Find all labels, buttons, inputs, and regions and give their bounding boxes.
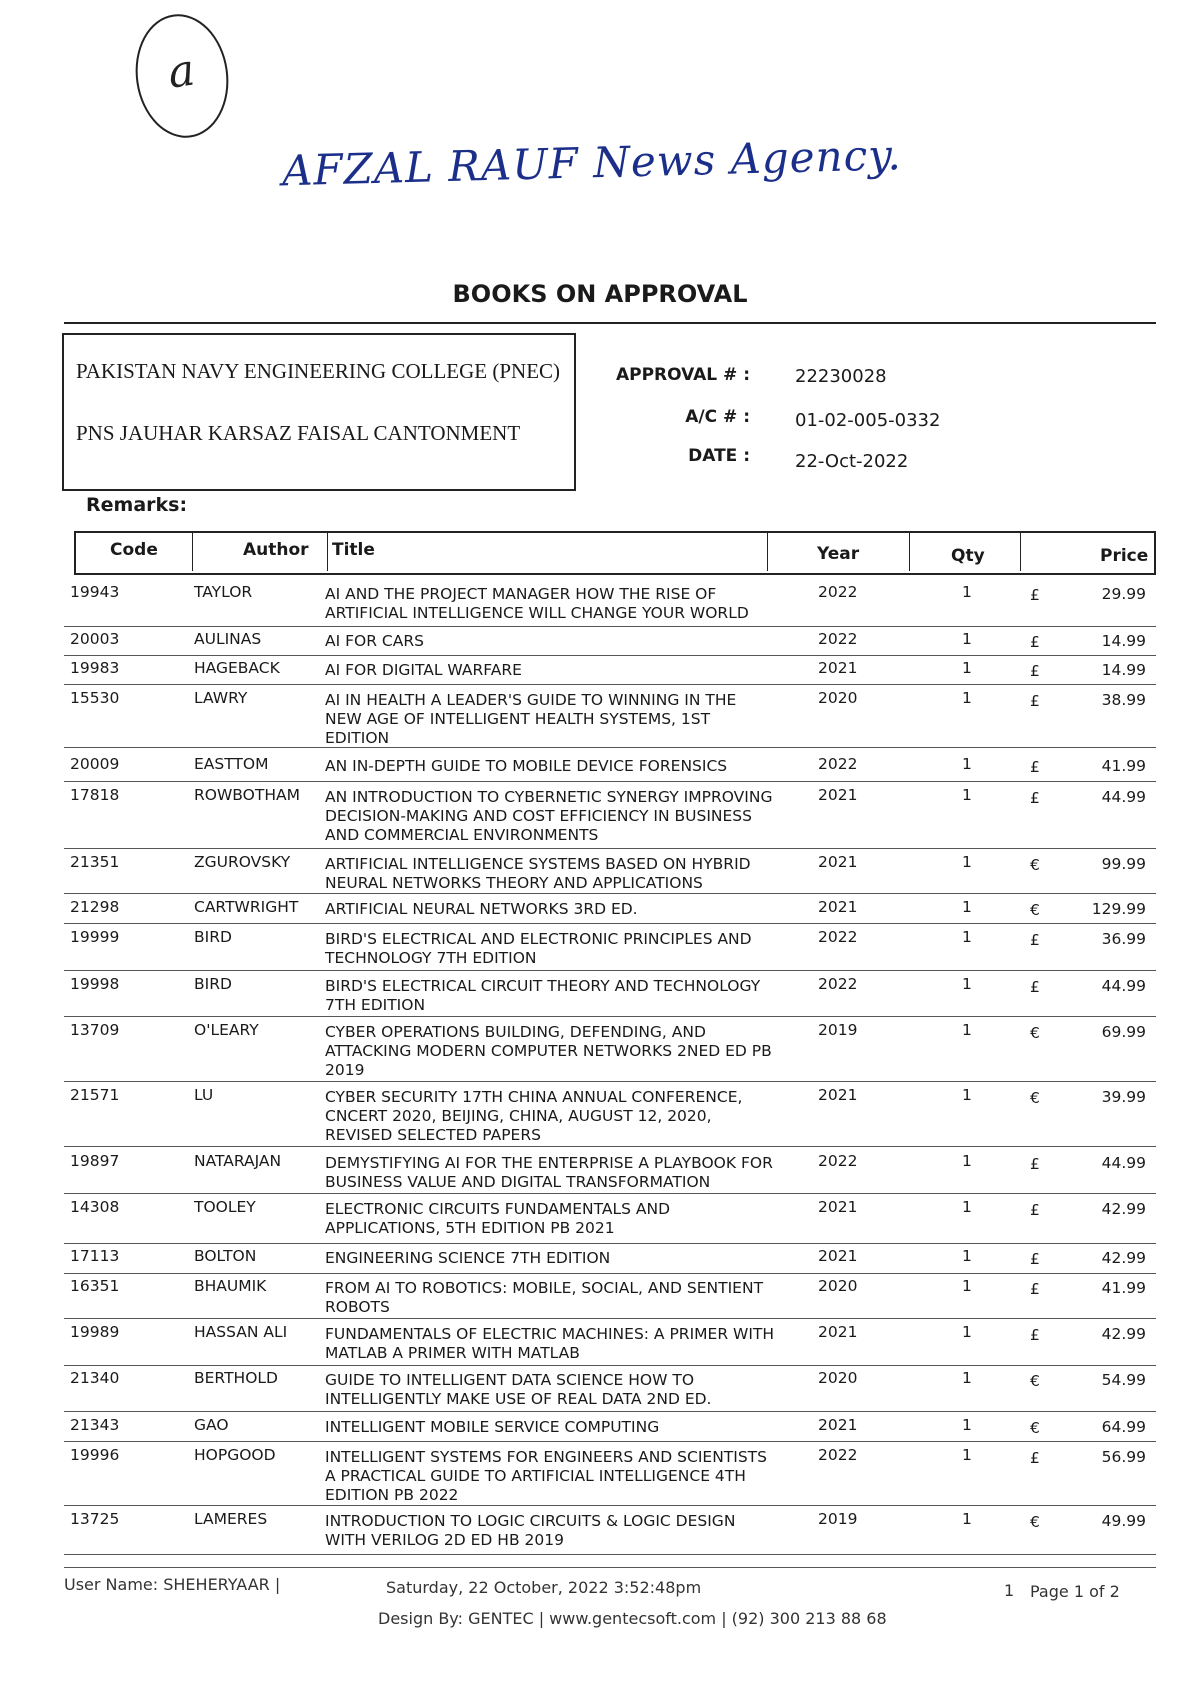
footer-design-credit: Design By: GENTEC | www.gentecsoft.com | (92) 300 213 88 68 xyxy=(378,1609,887,1628)
row-currency: £ xyxy=(1030,586,1040,604)
row-currency: € xyxy=(1030,1513,1040,1531)
row-year: 2019 xyxy=(818,1021,858,1039)
row-code: 15530 xyxy=(70,689,120,707)
row-author: BOLTON xyxy=(194,1247,257,1265)
row-author: LAWRY xyxy=(194,689,248,707)
column-header-code: Code xyxy=(110,540,158,560)
row-code: 13709 xyxy=(70,1021,120,1039)
row-year: 2021 xyxy=(818,898,858,916)
row-price: 69.99 xyxy=(1101,1023,1146,1041)
row-price: 44.99 xyxy=(1101,977,1146,995)
row-currency: £ xyxy=(1030,789,1040,807)
row-title: BIRD'S ELECTRICAL CIRCUIT THEORY AND TECHNOLOGY 7TH EDITION xyxy=(325,977,761,1014)
row-currency: € xyxy=(1030,901,1040,919)
row-year: 2021 xyxy=(818,1416,858,1434)
row-code: 19983 xyxy=(70,659,120,677)
row-divider xyxy=(64,684,1156,685)
row-price: 44.99 xyxy=(1101,1154,1146,1172)
row-price: 129.99 xyxy=(1091,900,1146,918)
row-qty: 1 xyxy=(962,1416,972,1434)
row-qty: 1 xyxy=(962,786,972,804)
row-currency: £ xyxy=(1030,1326,1040,1344)
row-divider xyxy=(64,781,1156,782)
row-currency: £ xyxy=(1030,931,1040,949)
row-code: 19989 xyxy=(70,1323,120,1341)
row-title: AN INTRODUCTION TO CYBERNETIC SYNERGY IMPROVING DECISION-MAKING AND COST EFFICIENCY IN BUSINESS AND COMMERCIAL ENVIRONMENTS xyxy=(325,788,773,844)
row-year: 2021 xyxy=(818,1247,858,1265)
row-qty: 1 xyxy=(962,1277,972,1295)
row-currency: £ xyxy=(1030,1201,1040,1219)
row-author: LAMERES xyxy=(194,1510,268,1528)
column-header-year: Year xyxy=(817,544,860,564)
row-author: NATARAJAN xyxy=(194,1152,282,1170)
row-year: 2020 xyxy=(818,689,858,707)
row-divider xyxy=(64,1193,1156,1194)
row-code: 19996 xyxy=(70,1446,120,1464)
row-author: O'LEARY xyxy=(194,1021,259,1039)
row-code: 20003 xyxy=(70,630,120,648)
row-price: 64.99 xyxy=(1101,1418,1146,1436)
row-currency: € xyxy=(1030,1372,1040,1390)
row-qty: 1 xyxy=(962,928,972,946)
row-price: 42.99 xyxy=(1101,1200,1146,1218)
row-year: 2021 xyxy=(818,1323,858,1341)
row-price: 36.99 xyxy=(1101,930,1146,948)
footer-user: User Name: SHEHERYAAR | xyxy=(64,1575,281,1594)
row-currency: £ xyxy=(1030,1449,1040,1467)
row-title: ELECTRONIC CIRCUITS FUNDAMENTALS AND APPLICATIONS, 5TH EDITION PB 2021 xyxy=(325,1200,671,1237)
row-divider xyxy=(64,1365,1156,1366)
row-year: 2022 xyxy=(818,928,858,946)
row-year: 2022 xyxy=(818,1152,858,1170)
row-year: 2020 xyxy=(818,1369,858,1387)
row-year: 2022 xyxy=(818,1446,858,1464)
row-price: 42.99 xyxy=(1101,1249,1146,1267)
row-qty: 1 xyxy=(962,1510,972,1528)
row-author: BIRD xyxy=(194,928,232,946)
row-code: 19999 xyxy=(70,928,120,946)
row-qty: 1 xyxy=(962,853,972,871)
row-year: 2022 xyxy=(818,975,858,993)
row-title: AN IN-DEPTH GUIDE TO MOBILE DEVICE FORENSICS xyxy=(325,757,728,775)
row-price: 42.99 xyxy=(1101,1325,1146,1343)
row-divider xyxy=(64,893,1156,894)
row-qty: 1 xyxy=(962,1198,972,1216)
document-title: BOOKS ON APPROVAL xyxy=(452,280,748,308)
row-code: 14308 xyxy=(70,1198,120,1216)
row-code: 19897 xyxy=(70,1152,120,1170)
row-price: 14.99 xyxy=(1101,661,1146,679)
row-divider xyxy=(64,1081,1156,1082)
row-qty: 1 xyxy=(962,583,972,601)
account-label: A/C # : xyxy=(685,407,750,427)
row-code: 21571 xyxy=(70,1086,120,1104)
row-title: INTELLIGENT SYSTEMS FOR ENGINEERS AND SCIENTISTS A PRACTICAL GUIDE TO ARTIFICIAL INTELLIGENCE 4TH EDITION PB 2022 xyxy=(325,1448,767,1504)
row-title: INTRODUCTION TO LOGIC CIRCUITS & LOGIC DESIGN WITH VERILOG 2D ED HB 2019 xyxy=(325,1512,736,1549)
column-header-price: Price xyxy=(1100,546,1149,566)
approval-number: 22230028 xyxy=(795,366,887,387)
row-title: DEMYSTIFYING AI FOR THE ENTERPRISE A PLAYBOOK FOR BUSINESS VALUE AND DIGITAL TRANSFORMATION xyxy=(325,1154,773,1191)
row-price: 56.99 xyxy=(1101,1448,1146,1466)
row-author: AULINAS xyxy=(194,630,262,648)
row-currency: £ xyxy=(1030,758,1040,776)
row-price: 44.99 xyxy=(1101,788,1146,806)
organization-address: PNS JAUHAR KARSAZ FAISAL CANTONMENT xyxy=(76,421,521,445)
approval-label: APPROVAL # : xyxy=(615,365,750,385)
row-qty: 1 xyxy=(962,755,972,773)
row-currency: € xyxy=(1030,1419,1040,1437)
row-divider xyxy=(64,626,1156,627)
row-author: EASTTOM xyxy=(194,755,269,773)
row-title: CYBER OPERATIONS BUILDING, DEFENDING, AND ATTACKING MODERN COMPUTER NETWORKS 2NED ED PB 2019 xyxy=(325,1023,772,1079)
row-divider xyxy=(64,747,1156,748)
row-currency: £ xyxy=(1030,692,1040,710)
row-author: BERTHOLD xyxy=(194,1369,278,1387)
row-price: 99.99 xyxy=(1101,855,1146,873)
row-year: 2021 xyxy=(818,1198,858,1216)
row-divider xyxy=(64,848,1156,849)
row-price: 29.99 xyxy=(1101,585,1146,603)
row-title: ARTIFICIAL NEURAL NETWORKS 3RD ED. xyxy=(325,900,638,918)
row-qty: 1 xyxy=(962,1446,972,1464)
row-divider xyxy=(64,1441,1156,1442)
row-title: ENGINEERING SCIENCE 7TH EDITION xyxy=(325,1249,611,1267)
row-author: HAGEBACK xyxy=(194,659,280,677)
row-code: 17113 xyxy=(70,1247,120,1265)
row-title: GUIDE TO INTELLIGENT DATA SCIENCE HOW TO INTELLIGENTLY MAKE USE OF REAL DATA 2ND ED. xyxy=(325,1371,712,1408)
row-qty: 1 xyxy=(962,1021,972,1039)
account-number: 01-02-005-0332 xyxy=(795,410,941,431)
row-author: BIRD xyxy=(194,975,232,993)
row-price: 49.99 xyxy=(1101,1512,1146,1530)
row-currency: € xyxy=(1030,856,1040,874)
row-author: CARTWRIGHT xyxy=(194,898,299,916)
row-price: 41.99 xyxy=(1101,1279,1146,1297)
row-title: AI FOR CARS xyxy=(325,632,424,650)
footer-divider xyxy=(64,1567,1156,1568)
footer-datetime: Saturday, 22 October, 2022 3:52:48pm xyxy=(386,1578,702,1597)
row-currency: £ xyxy=(1030,633,1040,651)
row-code: 16351 xyxy=(70,1277,120,1295)
row-price: 54.99 xyxy=(1101,1371,1146,1389)
row-divider xyxy=(64,923,1156,924)
row-year: 2022 xyxy=(818,630,858,648)
row-author: ROWBOTHAM xyxy=(194,786,300,804)
row-code: 21298 xyxy=(70,898,120,916)
row-qty: 1 xyxy=(962,689,972,707)
organization-name: PAKISTAN NAVY ENGINEERING COLLEGE (PNEC) xyxy=(76,359,561,383)
row-year: 2022 xyxy=(818,583,858,601)
row-title: BIRD'S ELECTRICAL AND ELECTRONIC PRINCIPLES AND TECHNOLOGY 7TH EDITION xyxy=(325,930,752,967)
row-qty: 1 xyxy=(962,1152,972,1170)
row-divider xyxy=(64,1318,1156,1319)
row-divider xyxy=(64,1243,1156,1244)
row-divider xyxy=(64,1411,1156,1412)
row-code: 21343 xyxy=(70,1416,120,1434)
row-divider xyxy=(64,970,1156,971)
row-currency: € xyxy=(1030,1089,1040,1107)
row-title: ARTIFICIAL INTELLIGENCE SYSTEMS BASED ON HYBRID NEURAL NETWORKS THEORY AND APPLICATIONS xyxy=(325,855,751,892)
row-divider xyxy=(64,655,1156,656)
handwritten-agency-note: AFZAL RAUF News Agency. xyxy=(281,130,903,196)
row-title: FUNDAMENTALS OF ELECTRIC MACHINES: A PRIMER WITH MATLAB A PRIMER WITH MATLAB xyxy=(325,1325,775,1362)
row-code: 21351 xyxy=(70,853,120,871)
footer-page-marker: 1 xyxy=(1004,1581,1015,1600)
row-qty: 1 xyxy=(962,975,972,993)
row-qty: 1 xyxy=(962,630,972,648)
column-header-title: Title xyxy=(332,540,375,560)
row-currency: £ xyxy=(1030,662,1040,680)
row-author: HASSAN ALI xyxy=(194,1323,288,1341)
row-author: ZGUROVSKY xyxy=(194,853,291,871)
column-header-qty: Qty xyxy=(951,546,985,566)
row-title: AI IN HEALTH A LEADER'S GUIDE TO WINNING IN THE NEW AGE OF INTELLIGENT HEALTH SYSTEMS, 1ST EDITION xyxy=(325,691,737,747)
row-currency: £ xyxy=(1030,1280,1040,1298)
row-qty: 1 xyxy=(962,1369,972,1387)
row-currency: £ xyxy=(1030,978,1040,996)
row-year: 2021 xyxy=(818,1086,858,1104)
row-code: 19998 xyxy=(70,975,120,993)
circled-annotation: a xyxy=(128,8,236,144)
row-title: INTELLIGENT MOBILE SERVICE COMPUTING xyxy=(325,1418,660,1436)
row-year: 2021 xyxy=(818,853,858,871)
row-code: 21340 xyxy=(70,1369,120,1387)
row-price: 38.99 xyxy=(1101,691,1146,709)
row-year: 2021 xyxy=(818,659,858,677)
footer-page-number: Page 1 of 2 xyxy=(1030,1582,1120,1601)
row-author: TAYLOR xyxy=(194,583,253,601)
row-author: LU xyxy=(194,1086,214,1104)
row-currency: € xyxy=(1030,1024,1040,1042)
row-qty: 1 xyxy=(962,659,972,677)
row-qty: 1 xyxy=(962,1086,972,1104)
row-year: 2019 xyxy=(818,1510,858,1528)
row-divider xyxy=(64,1505,1156,1506)
row-divider xyxy=(64,1273,1156,1274)
row-code: 17818 xyxy=(70,786,120,804)
row-divider xyxy=(64,1016,1156,1017)
row-divider xyxy=(64,1554,1156,1555)
row-price: 39.99 xyxy=(1101,1088,1146,1106)
row-title: FROM AI TO ROBOTICS: MOBILE, SOCIAL, AND SENTIENT ROBOTS xyxy=(325,1279,764,1316)
row-author: HOPGOOD xyxy=(194,1446,276,1464)
row-year: 2022 xyxy=(818,755,858,773)
row-year: 2020 xyxy=(818,1277,858,1295)
row-code: 13725 xyxy=(70,1510,120,1528)
date-value: 22-Oct-2022 xyxy=(795,451,909,472)
remarks-label: Remarks: xyxy=(86,494,188,516)
row-divider xyxy=(64,1146,1156,1147)
row-currency: £ xyxy=(1030,1155,1040,1173)
row-title: CYBER SECURITY 17TH CHINA ANNUAL CONFERENCE, CNCERT 2020, BEIJING, CHINA, AUGUST 12, 2020, REVISED SELECTED PAPERS xyxy=(325,1088,743,1144)
row-qty: 1 xyxy=(962,898,972,916)
row-author: BHAUMIK xyxy=(194,1277,267,1295)
row-price: 14.99 xyxy=(1101,632,1146,650)
row-year: 2021 xyxy=(818,786,858,804)
row-author: TOOLEY xyxy=(194,1198,256,1216)
date-label: DATE : xyxy=(688,446,750,466)
row-price: 41.99 xyxy=(1101,757,1146,775)
row-qty: 1 xyxy=(962,1247,972,1265)
row-title: AI AND THE PROJECT MANAGER HOW THE RISE OF ARTIFICIAL INTELLIGENCE WILL CHANGE YOUR WORLD xyxy=(325,585,749,622)
row-currency: £ xyxy=(1030,1250,1040,1268)
row-title: AI FOR DIGITAL WARFARE xyxy=(325,661,522,679)
column-header-author: Author xyxy=(243,540,309,560)
row-author: GAO xyxy=(194,1416,229,1434)
row-code: 20009 xyxy=(70,755,120,773)
row-qty: 1 xyxy=(962,1323,972,1341)
row-code: 19943 xyxy=(70,583,120,601)
